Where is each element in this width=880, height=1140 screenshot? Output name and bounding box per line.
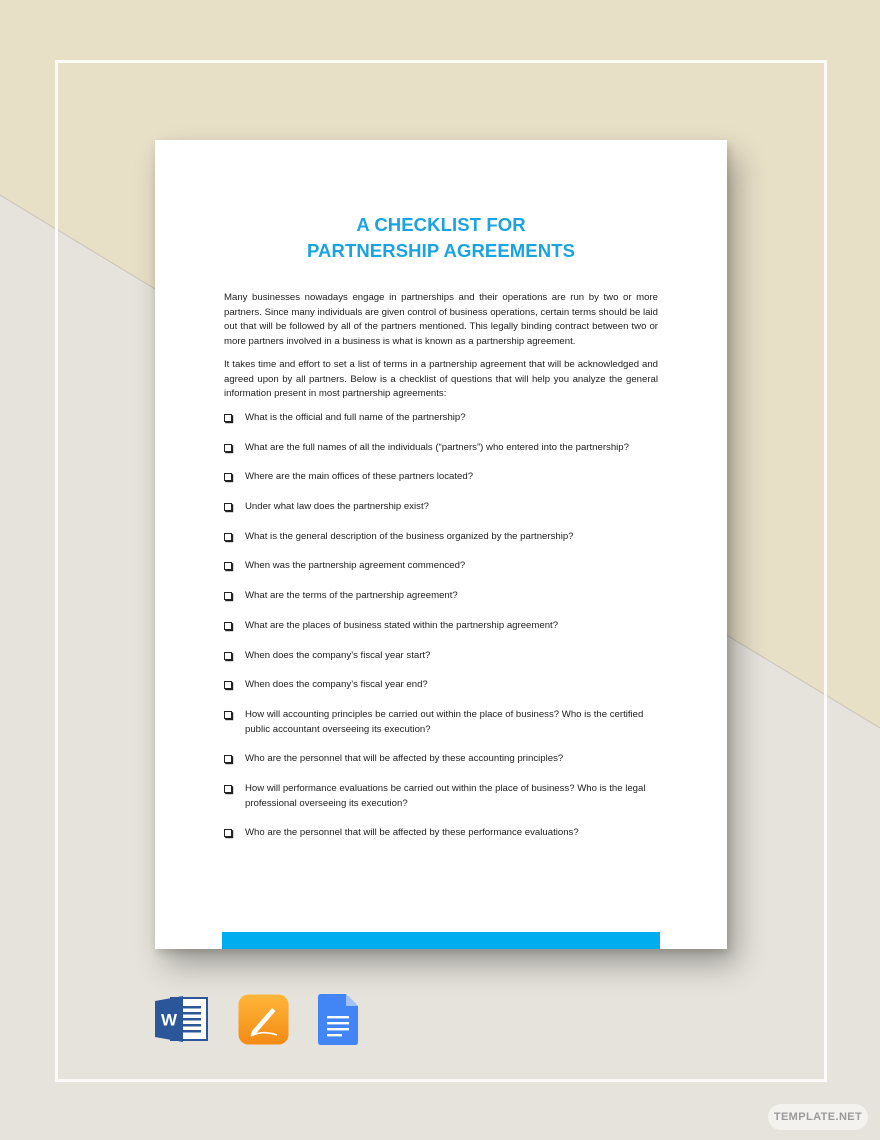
checklist-item-text: How will accounting principles be carried out within the place of business? Who is the certified public accountant overseeing its execution?: [245, 708, 644, 735]
checkbox-icon: [224, 622, 232, 630]
checkbox-icon: [224, 681, 232, 689]
checkbox-icon: [224, 711, 232, 719]
document-page: [155, 140, 727, 949]
checklist-item-text: What are the full names of all the individuals (“partners”) who entered into the partnership?: [245, 441, 629, 453]
checklist: [224, 411, 658, 841]
intro-paragraph-1: Many businesses nowadays engage in partnerships and their operations are run by two or more partners. Since many individuals are given control of business operations, certain terms should be laid out that will be followed by all of the partners mentioned. This legally binding contract between two or more partners involved in a business is what is known as a partnership agreement.: [224, 292, 658, 348]
checkbox-icon: [224, 562, 232, 570]
checklist-item: [224, 619, 658, 634]
checklist-item: [224, 500, 658, 515]
checkbox-icon: [224, 652, 232, 660]
svg-text:W: W: [160, 1010, 178, 1030]
checklist-item-text: What are the places of business stated within the partnership agreement?: [245, 619, 559, 631]
checklist-item-text: When does the company’s fiscal year start?: [245, 649, 431, 661]
checklist-item: [224, 530, 658, 545]
checklist-item: [224, 826, 658, 841]
checkbox-icon: [224, 503, 232, 511]
pages-icon[interactable]: [238, 994, 289, 1045]
checklist-item-text: Who are the personnel that will be affected by these accounting principles?: [245, 753, 564, 765]
checklist-item: [224, 470, 658, 485]
checklist-item: [224, 441, 658, 456]
word-icon[interactable]: [155, 995, 209, 1043]
checkbox-icon: [224, 785, 232, 793]
checkbox-icon: [224, 414, 232, 422]
checklist-item-text: When does the company’s fiscal year end?: [245, 679, 428, 691]
checklist-item-text: What are the terms of the partnership agreement?: [245, 590, 458, 602]
google-docs-icon[interactable]: [318, 994, 358, 1045]
checklist-item: [224, 589, 658, 604]
footer-bar: [222, 932, 660, 949]
checkbox-icon: [224, 533, 232, 541]
checklist-item-text: What is the general description of the business organized by the partnership?: [245, 530, 574, 542]
checkbox-icon: [224, 829, 232, 837]
checklist-item-text: When was the partnership agreement commenced?: [245, 560, 466, 572]
document-title: [155, 212, 727, 264]
checklist-item: [224, 708, 658, 737]
title-line-2: PARTNERSHIP AGREEMENTS: [306, 240, 576, 261]
checkbox-icon: [224, 592, 232, 600]
document-body: [224, 291, 658, 856]
title-line-1: A CHECKLIST FOR: [356, 214, 526, 235]
checklist-item-text: How will performance evaluations be carried out within the place of business? Who is the legal professional overseeing its execution?: [245, 783, 646, 809]
template-net-watermark: TEMPLATE.NET: [768, 1104, 868, 1130]
checkbox-icon: [224, 444, 232, 452]
checkbox-icon: [224, 755, 232, 763]
checklist-item: [224, 752, 658, 767]
checklist-item: [224, 782, 658, 811]
checklist-item-text: Under what law does the partnership exist?: [245, 501, 429, 513]
checklist-item: [224, 559, 658, 574]
checklist-item: [224, 411, 658, 426]
checklist-item-text: Who are the personnel that will be affected by these performance evaluations?: [245, 827, 579, 839]
checklist-item: [224, 678, 658, 693]
intro-paragraph-2: It takes time and effort to set a list of terms in a partnership agreement that will be acknowledged and agreed upon by all partners. Below is a checklist of questions that will help you analyze the general information present in most partnership agreements:: [224, 358, 658, 400]
checklist-item: [224, 649, 658, 664]
checklist-item-text: Where are the main offices of these partners located?: [245, 471, 474, 483]
checkbox-icon: [224, 473, 232, 481]
checklist-item-text: What is the official and full name of the partnership?: [245, 411, 466, 423]
